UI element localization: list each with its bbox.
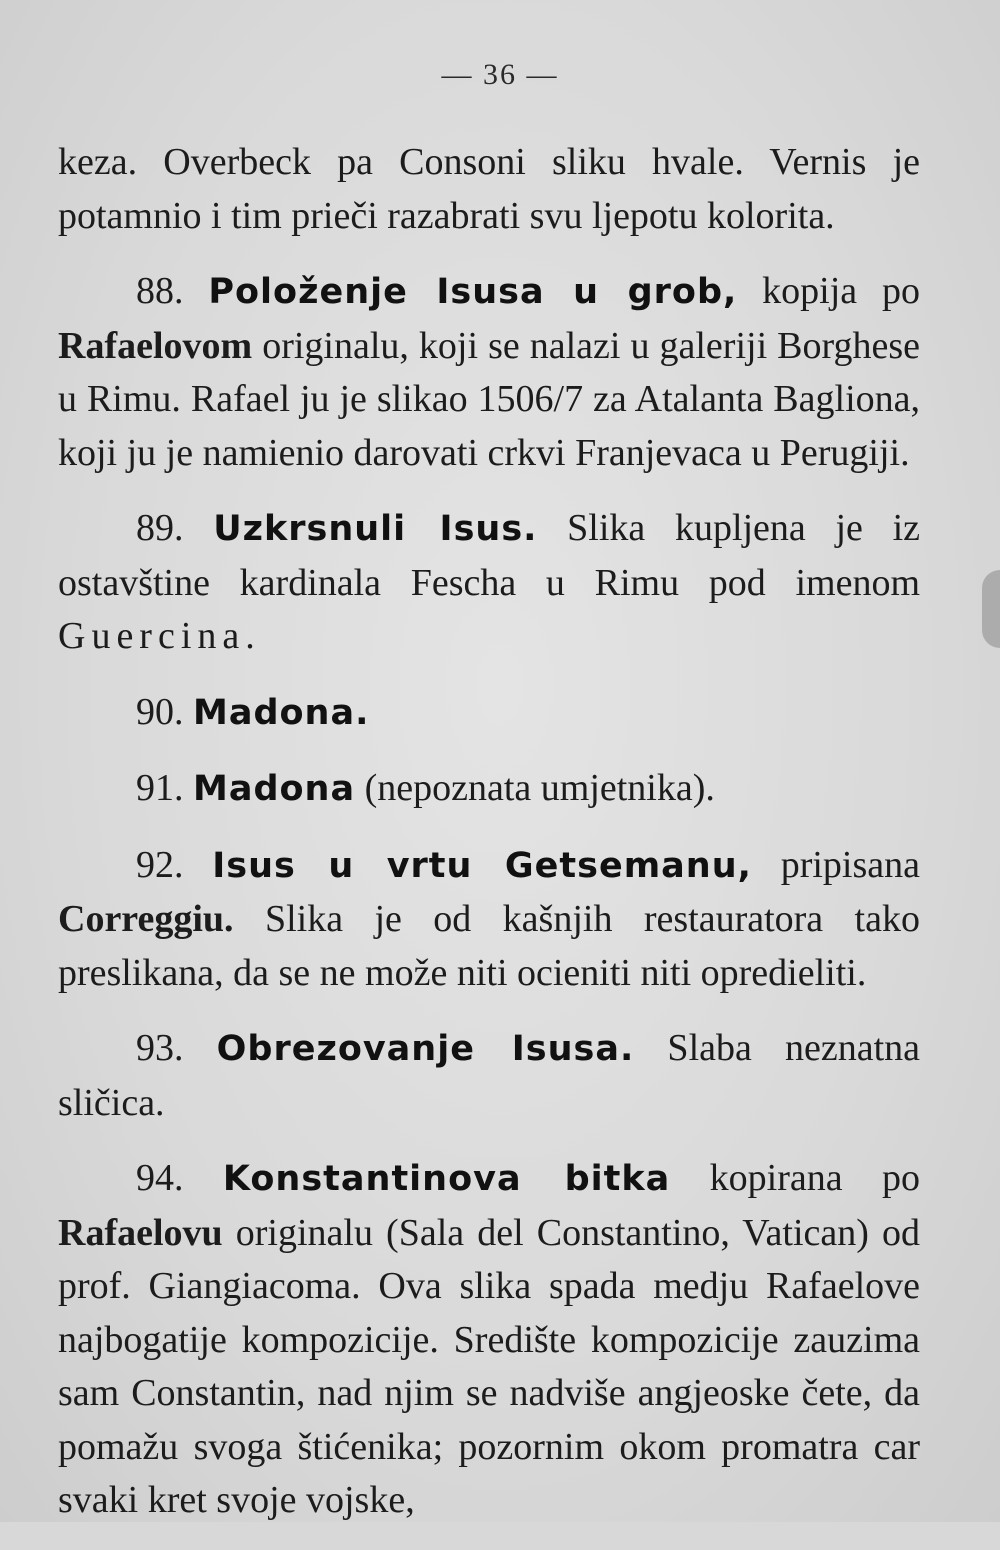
catalog-entry-91: [58, 762, 920, 817]
catalog-entry-89: [58, 502, 920, 664]
entry-title: Madona: [193, 769, 356, 809]
entry-bold-text: Rafaelovu: [58, 1211, 223, 1254]
entry-number: 94.: [136, 1157, 184, 1199]
entry-bold-text: Correggiu.: [58, 898, 234, 940]
entry-text: kopirana po: [670, 1157, 920, 1199]
entry-text: Slika kupljena je iz ostavštine kardinala Fescha u Rimu pod imenom: [58, 507, 921, 604]
entry-text: (nepoznata umjetnika).: [355, 767, 715, 809]
entry-title: Uzkrsnuli Isus.: [213, 509, 538, 549]
entry-number: 92.: [136, 843, 184, 886]
catalog-entry-88: [58, 265, 920, 480]
entry-number: 89.: [136, 507, 184, 549]
entry-text: Slika je od kašnjih restauratora tako preslikana, da se ne može niti ocieniti niti opredieliti.: [58, 898, 920, 994]
entry-text: originalu (Sala del Constantino, Vatican) od prof. Giangiacoma. Ova slika spada medju Rafaelove najbogatije kompozicije. Središte kompozicije zauzima sam Constantin, nad njim se nadviše angjeoske čete, da pomažu svoga štićenika; pozornim okom promatra car svaki kret svoje vojske,: [58, 1211, 920, 1521]
entry-number: 90.: [136, 690, 184, 733]
entry-text: kopija po: [737, 270, 921, 312]
entry-number: 93.: [136, 1027, 184, 1069]
entry-spaced-text: Guercina.: [58, 615, 261, 657]
entry-bold-text: Rafaelovom: [58, 324, 253, 367]
catalog-entry-93: [58, 1022, 920, 1130]
page-edge-mark: [982, 570, 1000, 648]
catalog-entry-92: [58, 839, 920, 1001]
continuation-paragraph: keza. Overbeck pa Consoni sliku hvale. Vernis je potamnio i tim prieči razabrati svu ljepotu kolorita.: [58, 141, 920, 237]
catalog-entry-90: [58, 686, 920, 741]
entry-title: Madona.: [193, 692, 370, 733]
page-number: — 36 —: [441, 58, 559, 91]
entry-text: Slaba neznatna sličica.: [58, 1027, 921, 1124]
entry-text: pripisana: [751, 843, 920, 886]
entry-title: Položenje Isusa u grob,: [208, 272, 738, 312]
entry-title: Obrezovanje Isusa.: [216, 1029, 635, 1069]
entry-text: originalu, koji se nalazi u galeriji Borghese u Rimu. Rafael ju je slikao 1506/7 za Atalanta Bagliona, koji ju je namienio darovati crkvi Franjevaca u Perugiji.: [58, 324, 920, 474]
entry-title: Konstantinova bitka: [222, 1159, 671, 1199]
entry-title: Isus u vrtu Getsemanu,: [212, 845, 752, 886]
catalog-entry-94: [58, 1152, 920, 1528]
entry-number: 91.: [136, 767, 184, 809]
entry-number: 88.: [136, 270, 184, 312]
page-text: [58, 136, 920, 1550]
